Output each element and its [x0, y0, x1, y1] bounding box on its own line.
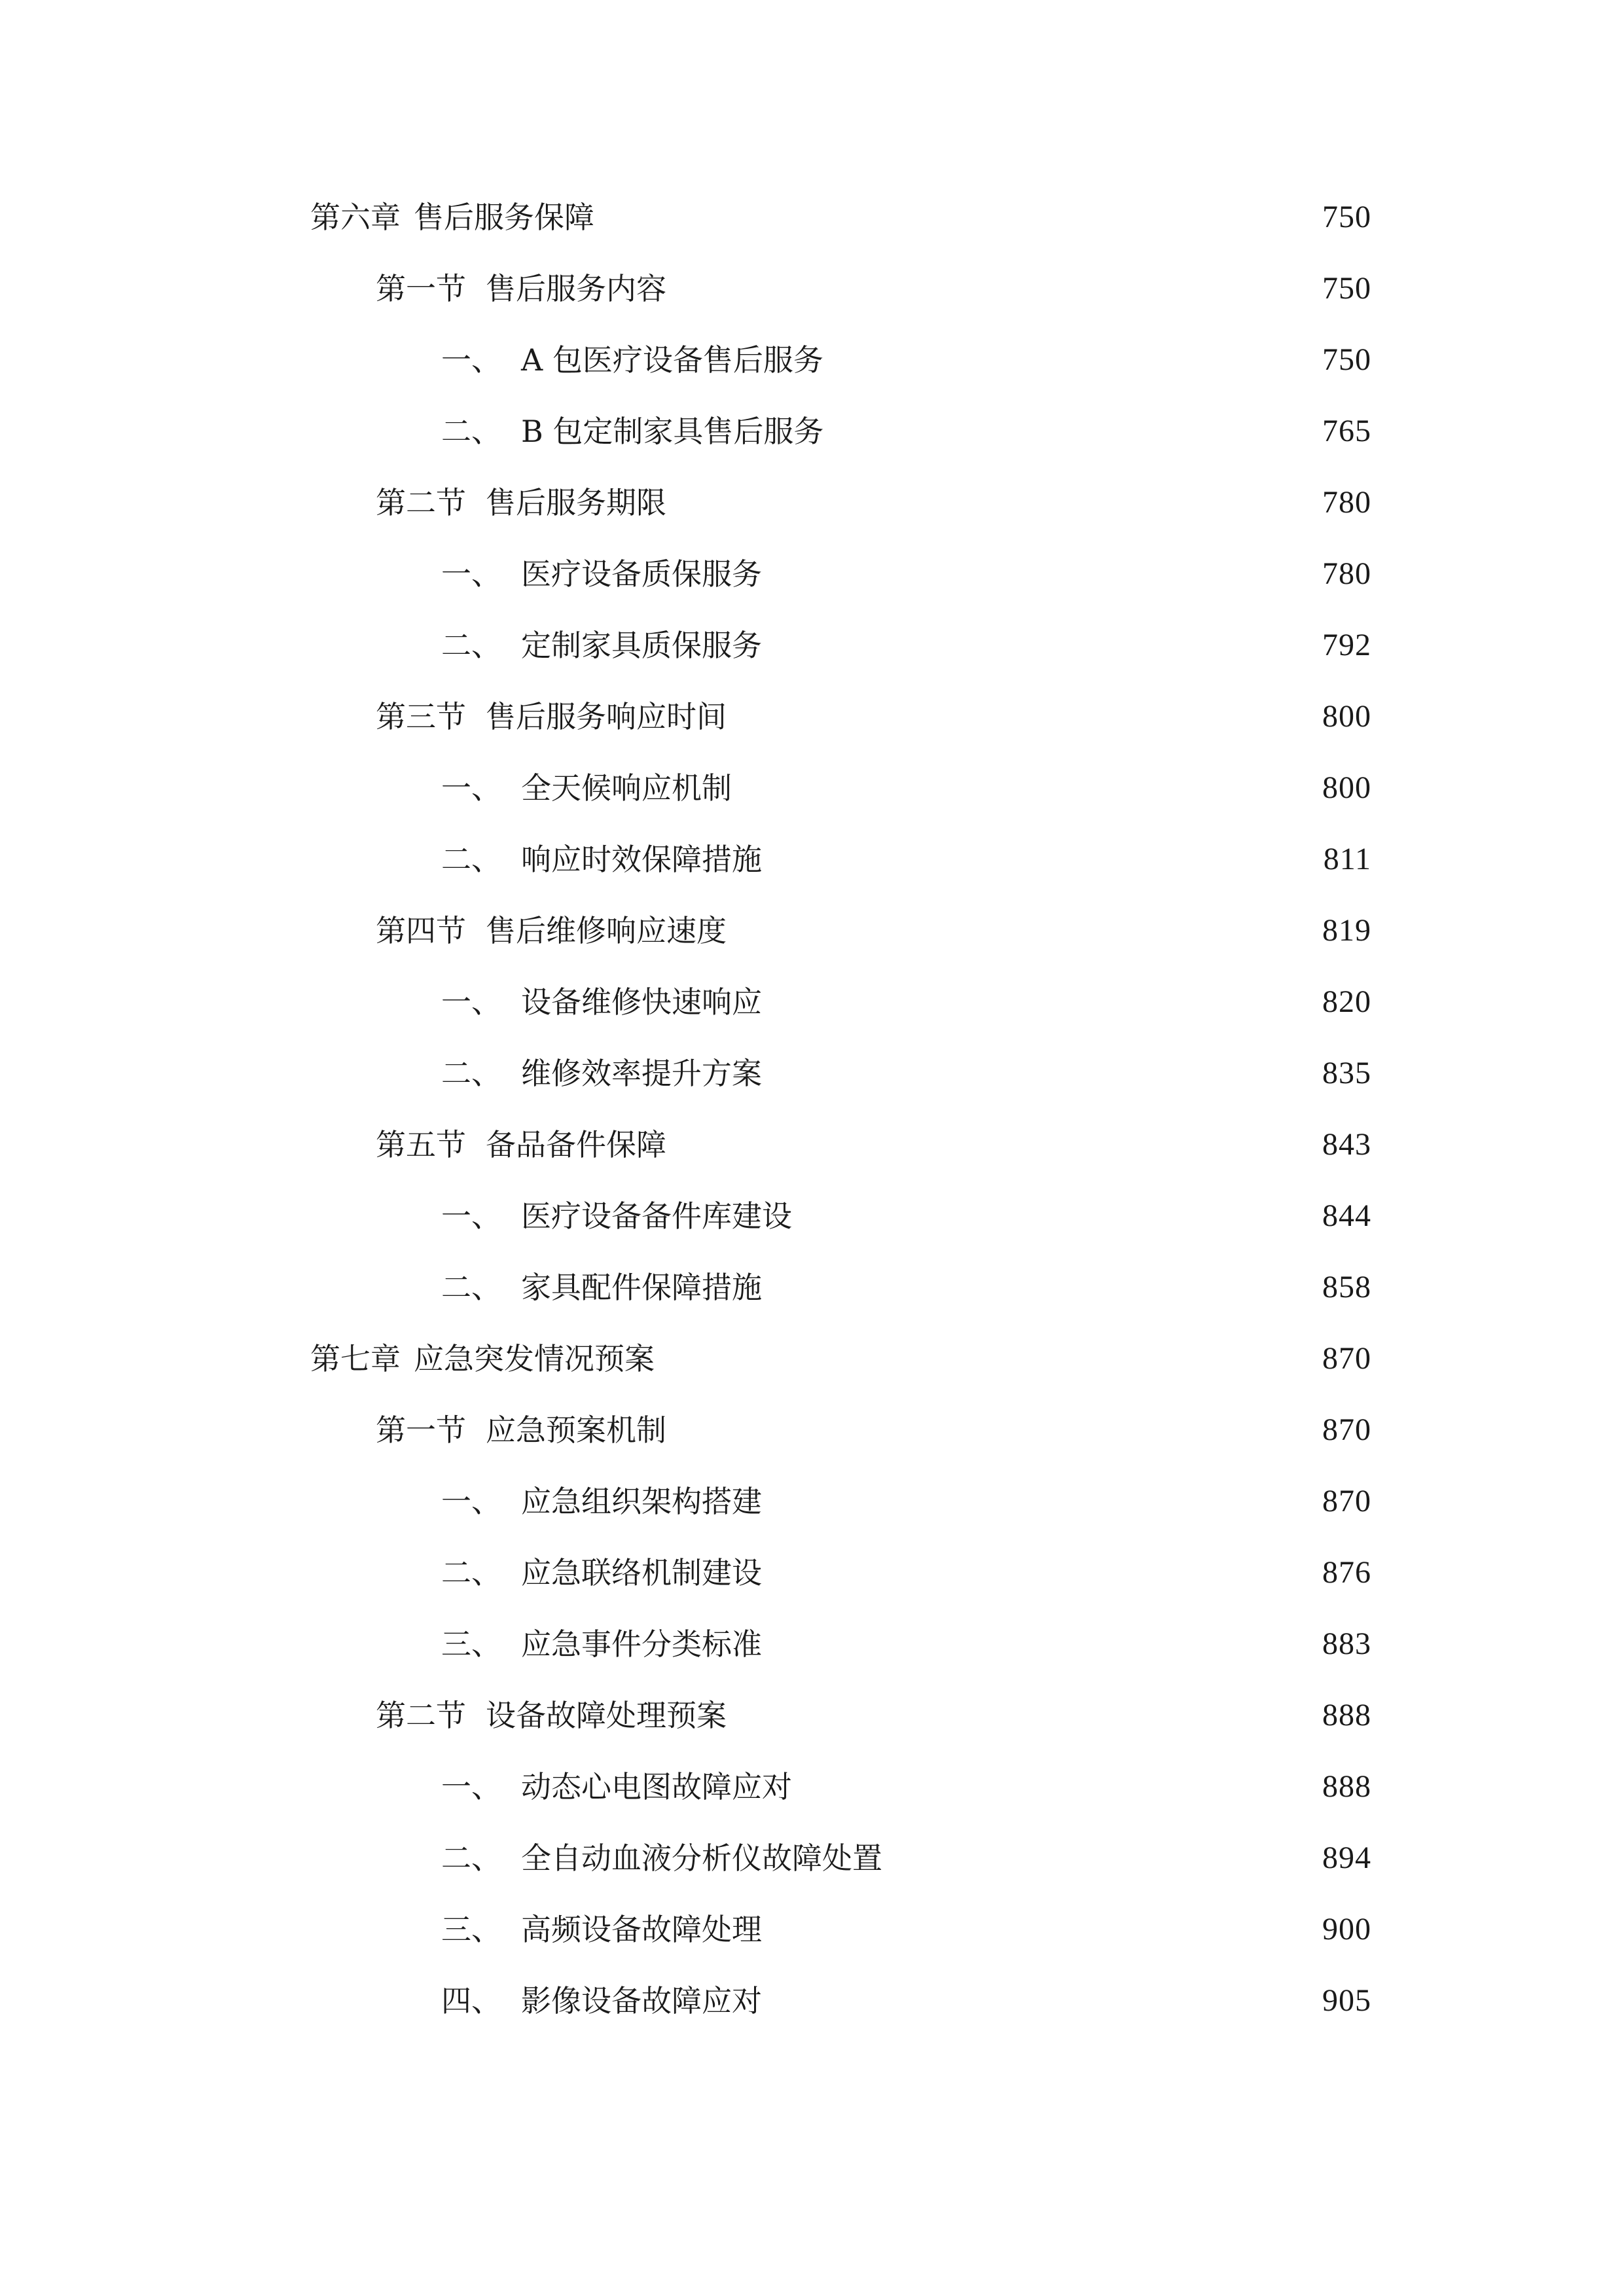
toc-entry-title: 维修效率提升方案 — [521, 1056, 762, 1091]
toc-entry-label — [310, 191, 604, 243]
toc-entry-title: 高频设备故障处理 — [521, 1912, 762, 1947]
toc-entry-number: 二、 — [441, 1840, 501, 1876]
toc-page-number: 870 — [1322, 1412, 1371, 1447]
toc-entry-number: 二、 — [441, 414, 501, 449]
toc-entry-label — [441, 1903, 771, 1956]
toc-page-number: 870 — [1322, 1484, 1371, 1518]
dot-leader — [771, 548, 1307, 600]
toc-entry-label — [441, 548, 771, 600]
dot-leader — [736, 905, 1307, 957]
toc-page-number: 750 — [1322, 342, 1371, 377]
toc-entry-title: 医疗设备备件库建设 — [521, 1198, 792, 1234]
dot-leader — [676, 476, 1307, 529]
toc-entry-title: 应急预案机制 — [486, 1412, 666, 1448]
toc-page-number: 750 — [1322, 200, 1371, 234]
toc-entry-title: 售后服务保障 — [414, 200, 594, 235]
dot-leader — [771, 1261, 1307, 1314]
toc-entry-number: 一、 — [441, 984, 501, 1020]
toc-page-number: 820 — [1322, 984, 1371, 1019]
toc-page-number: 858 — [1322, 1270, 1371, 1304]
toc-subsection[interactable] — [441, 976, 1371, 1028]
toc-page-number: 870 — [1322, 1341, 1371, 1376]
toc-subsection[interactable] — [441, 1761, 1371, 1813]
toc-entry-title: A 包医疗设备售后服务 — [521, 342, 823, 378]
toc-entry-number: 三、 — [441, 1626, 501, 1662]
toc-entry-number: 一、 — [441, 1769, 501, 1804]
toc-entry-title: 设备维修快速响应 — [521, 984, 762, 1020]
toc-subsection[interactable] — [441, 334, 1371, 386]
toc-page-number: 780 — [1322, 485, 1371, 520]
toc-page-number: 819 — [1322, 913, 1371, 948]
toc-subsection[interactable] — [441, 1047, 1371, 1100]
toc-entry-label — [441, 762, 741, 814]
toc-entry-label — [441, 1261, 771, 1314]
dot-leader — [771, 833, 1308, 886]
toc-entry-label — [441, 1618, 771, 1670]
dot-leader — [676, 262, 1307, 315]
toc-entry-label — [310, 1333, 664, 1385]
toc-entry-title: 售后服务期限 — [486, 485, 666, 520]
toc-section[interactable] — [376, 476, 1371, 529]
toc-entry-number: 二、 — [441, 628, 501, 663]
toc-entry-number: 第二节 — [376, 485, 466, 520]
toc-page-number: 792 — [1322, 628, 1371, 662]
toc-subsection[interactable] — [441, 1547, 1371, 1599]
toc-entry-title: 应急组织架构搭建 — [521, 1484, 762, 1519]
toc-subsection[interactable] — [441, 619, 1371, 672]
toc-subsection[interactable] — [441, 1903, 1371, 1956]
toc-entry-label — [441, 1761, 801, 1813]
toc-entry-number: 二、 — [441, 842, 501, 877]
toc-entry-label — [376, 1689, 736, 1742]
toc-entry-title: 响应时效保障措施 — [521, 842, 762, 877]
toc-entry-title: 全天候响应机制 — [521, 770, 732, 806]
toc-page-number: 844 — [1322, 1198, 1371, 1233]
toc-page-number: 883 — [1322, 1626, 1371, 1661]
toc-entry-label — [441, 833, 771, 886]
toc-entry-title: 应急事件分类标准 — [521, 1626, 762, 1662]
toc-entry-label — [441, 1975, 771, 2027]
dot-leader — [676, 1119, 1307, 1171]
toc-entry-number: 第一节 — [376, 1412, 466, 1448]
toc-entry-label — [441, 619, 771, 672]
toc-page-number: 900 — [1322, 1912, 1371, 1946]
toc-entry-title: 售后维修响应速度 — [486, 913, 727, 948]
toc-page-number: 811 — [1323, 842, 1371, 876]
toc-entry-number: 第三节 — [376, 699, 466, 734]
toc-entry-number: 一、 — [441, 556, 501, 592]
toc-entry-title: 设备故障处理预案 — [486, 1698, 727, 1733]
toc-subsection[interactable] — [441, 1832, 1371, 1884]
dot-leader — [833, 405, 1307, 457]
toc-entry-label — [376, 1119, 676, 1171]
dot-leader — [771, 1475, 1307, 1528]
toc-page-number: 835 — [1322, 1056, 1371, 1090]
toc-entry-label — [376, 691, 736, 743]
toc-entry-number: 一、 — [441, 1198, 501, 1234]
dot-leader — [741, 762, 1307, 814]
toc-subsection[interactable] — [441, 762, 1371, 814]
dot-leader — [771, 1618, 1307, 1670]
toc-entry-number: 第二节 — [376, 1698, 466, 1733]
toc-entry-label — [376, 262, 676, 315]
toc-entry-title: B 包定制家具售后服务 — [521, 414, 824, 449]
toc-entry-number: 二、 — [441, 1555, 501, 1590]
toc-subsection[interactable] — [441, 1190, 1371, 1242]
dot-leader — [801, 1190, 1307, 1242]
toc-entry-number: 二、 — [441, 1270, 501, 1305]
toc-entry-label — [441, 1547, 771, 1599]
toc-entry-title: 全自动血液分析仪故障处置 — [521, 1840, 882, 1876]
dot-leader — [736, 691, 1307, 743]
dot-leader — [801, 1761, 1307, 1813]
toc-entry-title: 售后服务响应时间 — [486, 699, 727, 734]
toc-entry-number: 四、 — [441, 1983, 501, 2018]
toc-entry-number: 三、 — [441, 1912, 501, 1947]
toc-subsection[interactable] — [441, 1618, 1371, 1670]
toc-entry-label — [376, 905, 736, 957]
toc-entry-number: 第五节 — [376, 1127, 466, 1162]
toc-entry-title: 定制家具质保服务 — [521, 628, 762, 663]
toc-entry-number: 二、 — [441, 1056, 501, 1091]
toc-chapter-6[interactable] — [310, 191, 1371, 243]
toc-entry-label — [441, 1047, 771, 1100]
toc-subsection[interactable] — [441, 1261, 1371, 1314]
dot-leader — [771, 1975, 1307, 2027]
dot-leader — [771, 1903, 1307, 1956]
toc-entry-number: 第七章 — [310, 1341, 401, 1376]
toc-entry-label — [376, 476, 676, 529]
toc-subsection[interactable] — [441, 548, 1371, 600]
toc-section[interactable] — [376, 1404, 1371, 1456]
toc-entry-title: 应急联络机制建设 — [521, 1555, 762, 1590]
toc-entry-number: 一、 — [441, 342, 501, 378]
toc-section[interactable] — [376, 1119, 1371, 1171]
toc-entry-title: 售后服务内容 — [486, 271, 666, 306]
toc-entry-number: 一、 — [441, 1484, 501, 1519]
toc-entry-label — [441, 1190, 801, 1242]
toc-entry-number: 第六章 — [310, 200, 401, 235]
toc-entry-number: 第一节 — [376, 271, 466, 306]
toc-subsection[interactable] — [441, 833, 1371, 886]
toc-section[interactable] — [376, 262, 1371, 315]
toc-chapter-7[interactable] — [310, 1333, 1371, 1385]
toc-page-number: 894 — [1322, 1840, 1371, 1875]
toc-page-number: 750 — [1322, 271, 1371, 306]
toc-page-number: 876 — [1322, 1555, 1371, 1590]
dot-leader — [736, 1689, 1307, 1742]
toc-page-number: 905 — [1322, 1983, 1371, 2018]
toc-subsection[interactable] — [441, 405, 1371, 457]
toc-section[interactable] — [376, 905, 1371, 957]
toc-section[interactable] — [376, 691, 1371, 743]
toc-entry-label — [376, 1404, 676, 1456]
toc-page-number: 843 — [1322, 1127, 1371, 1162]
toc-entry-label — [441, 1832, 892, 1884]
toc-entry-title: 影像设备故障应对 — [521, 1983, 762, 2018]
dot-leader — [676, 1404, 1307, 1456]
toc-entry-number: 第四节 — [376, 913, 466, 948]
toc-page-number: 765 — [1322, 414, 1371, 448]
dot-leader — [833, 334, 1307, 386]
dot-leader — [771, 619, 1307, 672]
toc-page-number: 888 — [1322, 1769, 1371, 1804]
toc-page-number: 888 — [1322, 1698, 1371, 1732]
toc-entry-title: 动态心电图故障应对 — [521, 1769, 792, 1804]
dot-leader — [771, 976, 1307, 1028]
toc-entry-title: 医疗设备质保服务 — [521, 556, 762, 592]
toc-entry-label — [441, 334, 833, 386]
toc-subsection[interactable] — [441, 1975, 1371, 2027]
toc-entry-label — [441, 976, 771, 1028]
dot-leader — [664, 1333, 1307, 1385]
toc-entry-title: 应急突发情况预案 — [414, 1341, 655, 1376]
toc-entry-label — [441, 405, 833, 457]
toc-entry-title: 备品备件保障 — [486, 1127, 666, 1162]
dot-leader — [604, 191, 1307, 243]
dot-leader — [892, 1832, 1307, 1884]
toc-section[interactable] — [376, 1689, 1371, 1742]
toc-subsection[interactable] — [441, 1475, 1371, 1528]
toc-page-number: 800 — [1322, 699, 1371, 734]
dot-leader — [771, 1547, 1307, 1599]
toc-entry-number: 一、 — [441, 770, 501, 806]
toc-page-number: 800 — [1322, 770, 1371, 805]
toc-entry-label — [441, 1475, 771, 1528]
dot-leader — [771, 1047, 1307, 1100]
toc-page-number: 780 — [1322, 556, 1371, 591]
toc-entry-title: 家具配件保障措施 — [521, 1270, 762, 1305]
